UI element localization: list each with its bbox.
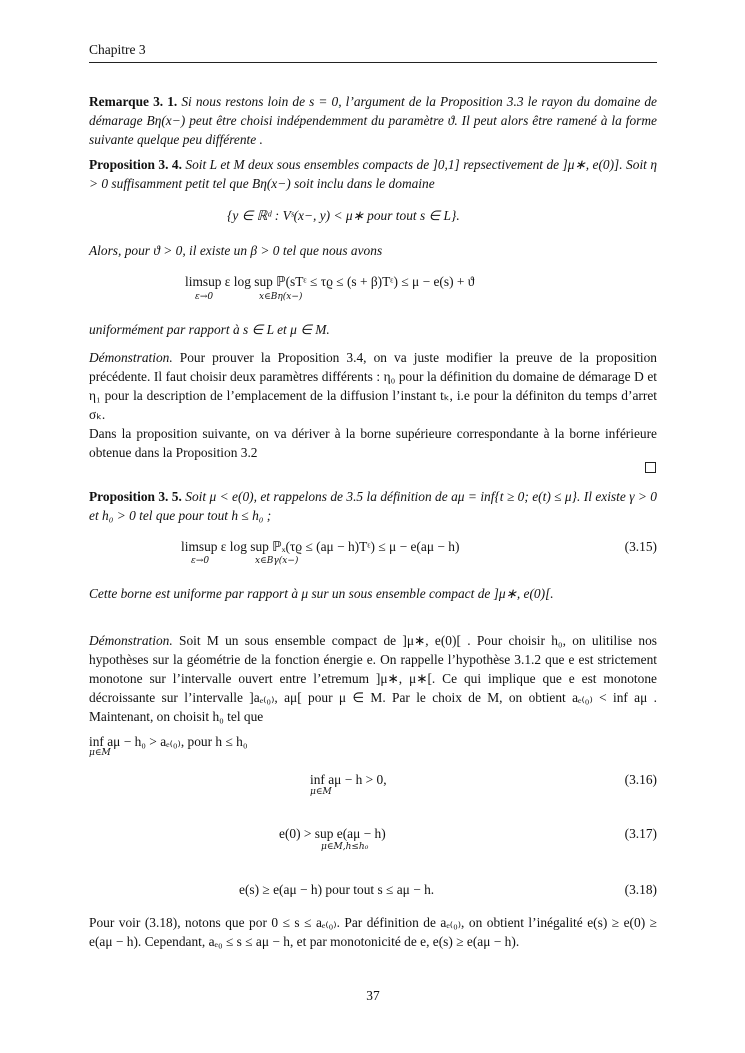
remark-text: Si nous restons loin de s = 0, l’argument de la Proposition 3.3 le rayon du domaine de démarage Bη(x−) peut être choisi indépendemment du paramètre ϑ. Il peut alors être ramené à la forme suivante quelque peu différente . xyxy=(89,94,657,147)
eq316-sub: μ∈M xyxy=(310,787,332,797)
header-rule xyxy=(89,62,657,63)
eq-number-3-15: (3.15) xyxy=(624,539,657,554)
prop34-label: Proposition 3. 4. xyxy=(89,157,182,172)
equation-3-18: e(s) ≥ e(aμ − h) pour tout s ≤ aμ − h. xyxy=(239,882,435,897)
demonstration-1 xyxy=(89,348,657,462)
proposition-3-5 xyxy=(89,487,657,525)
prop35-uniform: Cette borne est uniforme par rapport à μ sur un sous ensemble compact de ]μ∗, e(0)[. xyxy=(89,586,554,601)
demo1-text: Pour prouver la Proposition 3.4, on va juste modifier la preuve de la proposition précédente. Il faut choisir deux paramètres différents : η₀ pour la définition du domaine de démarage D et η₁ pour la description de l’emplacement de la diffusion l’instant tₖ, i.e pour la définiton du temps d’arret σₖ. xyxy=(89,350,657,422)
prop34-limsup-sub: ε→0 xyxy=(195,292,214,302)
demo2-label: Démonstration. xyxy=(89,633,173,648)
equation-3-16: inf aμ − h > 0, xyxy=(310,772,387,787)
prop34-uniform: uniformément par rapport à s ∈ L et μ ∈ M. xyxy=(89,322,330,337)
eq317-sub: μ∈M,h≤h₀ xyxy=(321,842,369,852)
demo2-line2: inf aμ − h₀ > aₑ₍₀₎, pour h ≤ h₀ xyxy=(89,734,248,749)
prop35-limsup-sub: ε→0 xyxy=(191,556,210,566)
eq-number-3-16: (3.16) xyxy=(624,772,657,787)
prop35-label: Proposition 3. 5. xyxy=(89,489,182,504)
equation-3-17: e(0) > sup e(aμ − h) xyxy=(279,826,386,841)
page-number: 37 xyxy=(366,988,380,1003)
prop35-text: Soit μ < e(0), et rappelons de 3.5 la définition de aμ = inf{t ≥ 0; e(t) ≤ μ}. Il existe γ > 0 et h₀ > 0 tel que pour tout h ≤ h₀ ; xyxy=(89,489,657,523)
prop35-equation: limsup ε log sup ℙₓ(τϱ ≤ (aμ − h)Tᵋ) ≤ μ − e(aμ − h) xyxy=(181,539,460,554)
set-equation: {y ∈ ℝᵈ : Vˢ(x−, y) < μ∗ pour tout s ∈ L}. xyxy=(227,208,460,223)
demo1-label: Démonstration. xyxy=(89,350,173,365)
final-paragraph: Pour voir (3.18), notons que por 0 ≤ s ≤ aₑ₍₀₎. Par définition de aₑ₍₀₎, on obtient l’inégalité e(s) ≥ e(0) ≥ e(aμ − h). Cependant, aₑ₀ ≤ s ≤ aμ − h, et par monotonicité de e, e(s) ≥ e(aμ − h). xyxy=(89,915,657,949)
demo2-inf-sub: μ∈M xyxy=(89,748,111,758)
proposition-3-4 xyxy=(89,155,657,193)
prop34-text: Soit L et M deux sous ensembles compacts de ]0,1] repsectivement de ]μ∗, e(0)]. Soit η > 0 suffisamment petit tel que Bη(x−) soit inclu dans le domaine xyxy=(89,157,657,191)
demo1-text2: Dans la proposition suivante, on va dériver à la borne supérieure correspondante à la borne inférieure obtenue dans la Proposition 3.2 xyxy=(89,426,657,460)
remark-label: Remarque 3. 1. xyxy=(89,94,178,109)
prop34-then: Alors, pour ϑ > 0, il existe un β > 0 tel que nous avons xyxy=(89,243,383,258)
demo2-text: Soit M un sous ensemble compact de ]μ∗, e(0)[ . Pour choisir h₀, on ulitilise nos hypothèses sur la géométrie de la fonction énergie e. On rappelle l’hypothèse 3.1.2 que e est strictement monotone sur l’intervalle ouvert entre l’etremum ]μ∗, μ∗[. Ce qui implique que e est monotone décroissante sur l’intervalle ]aₑ₍₀₎, aμ[ pour μ ∈ M. Par le choix de M, on obtient aₑ₍₀₎ < inf aμ . Maintenant, on choisit h₀ tel que xyxy=(89,633,657,724)
prop34-main-equation: limsup ε log sup ℙ(sTᵋ ≤ τϱ ≤ (s + β)Tᵋ) ≤ μ − e(s) + ϑ xyxy=(185,274,475,289)
eq-number-3-17: (3.17) xyxy=(624,826,657,841)
prop35-sup-sub: x∈Bγ(x−) xyxy=(255,556,299,566)
qed-square xyxy=(645,462,656,473)
prop34-sup-sub: x∈Bη(x−) xyxy=(259,292,303,302)
eq-number-3-18: (3.18) xyxy=(624,882,657,897)
demonstration-2 xyxy=(89,631,657,726)
chapter-header: Chapitre 3 xyxy=(89,42,146,57)
remark-3-1 xyxy=(89,92,657,149)
